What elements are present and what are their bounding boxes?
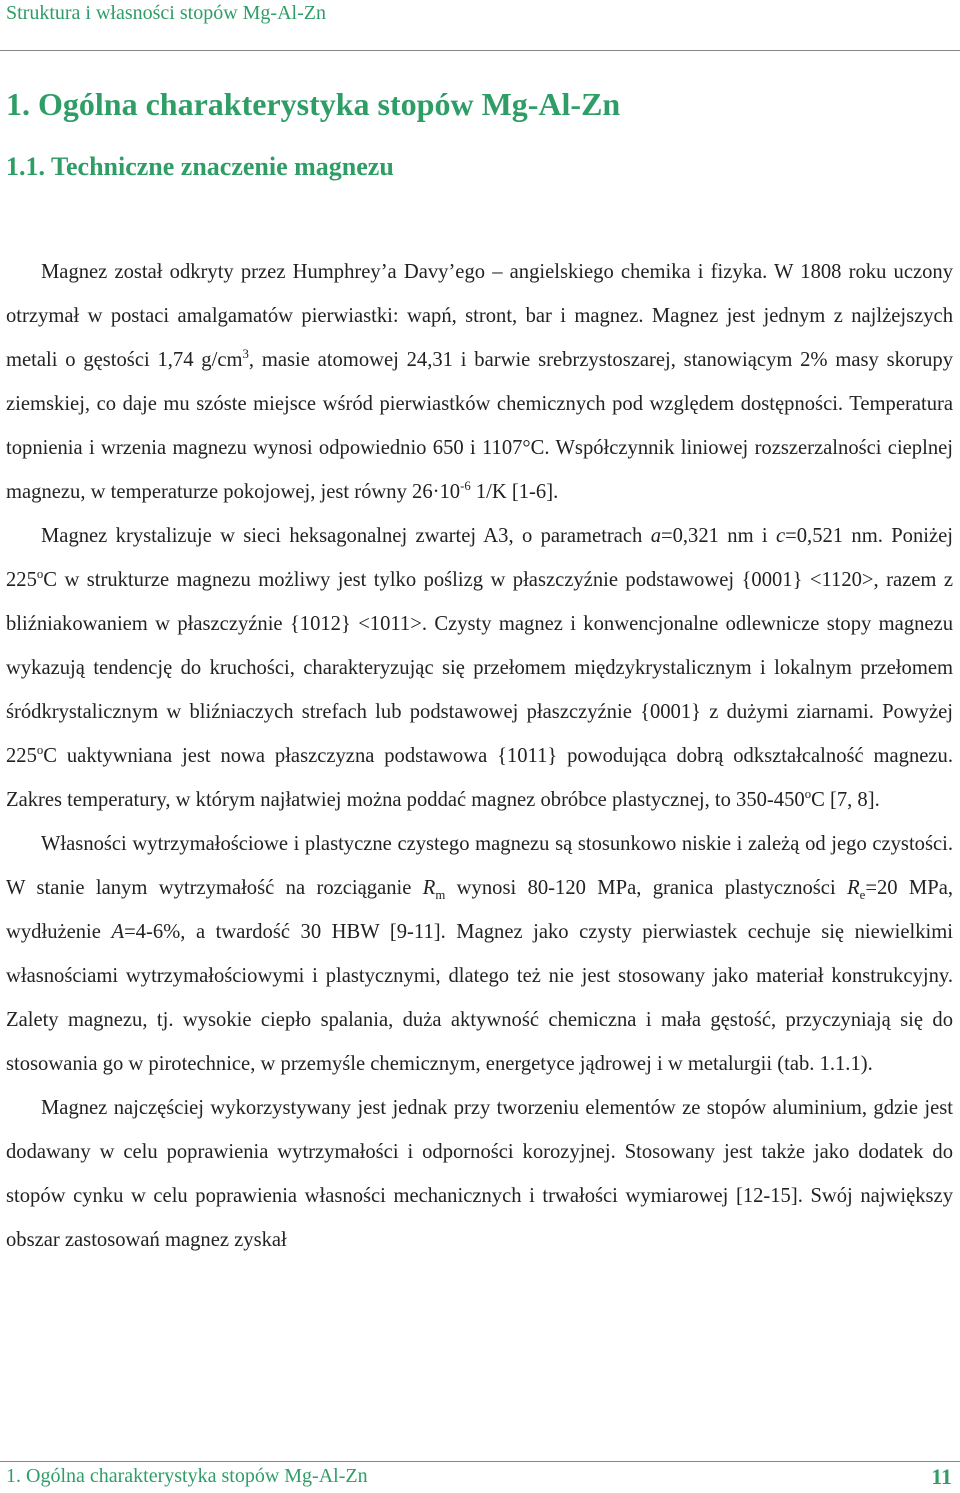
p2-text-b: =0,321 nm i <box>660 525 776 547</box>
p2-text-c: =0,521 nm. Poniżej 225 <box>6 525 954 591</box>
p2-text-f: C [7, 8]. <box>811 789 880 811</box>
p3-text-d: =4-6%, a twardość 30 HBW [9-11]. Magnez jako czysty pierwiastek cechuje się niewielkimi własnościami wytrzymałościowymi i plastycznymi, dlatego też nie jest stosowany jako materiał konstrukcyjny. Zalety magnezu, tj. wysokie ciepło spalania, duża aktywność chemiczna i mała gęstość, przyczyniają się do stosowania go w pirotechnice, w przemyśle chemicznym, energetyce jądrowej i w metalurgii (tab. 1.1.1). <box>6 921 953 1075</box>
paragraph-1 <box>6 250 953 514</box>
p2-superscript-2: o <box>36 743 44 758</box>
body-text <box>6 250 953 1262</box>
p3-subscript-e: e <box>859 888 866 903</box>
p1-text-a: Magnez został odkryty przez Humphrey’a Davy’ego – angielskiego chemika i fizyka. W 1808 roku uczony otrzymał w postaci amalgamatów pierwiastki: wapń, stront, bar i magnez. Magnez jest jednym z najlżejszych metali o gęstości 1,74 g/cm <box>6 261 953 371</box>
paragraph-3 <box>6 822 953 1086</box>
running-footer-title: 1. Ogólna charakterystyka stopów Mg-Al-Zn <box>6 1465 368 1487</box>
p3-subscript-m: m <box>435 888 446 903</box>
p1-text-c: 1/K [1-6]. <box>470 481 559 503</box>
p2-superscript-1: o <box>36 567 44 582</box>
paragraph-4 <box>6 1086 953 1262</box>
subsection-heading: 1.1. Techniczne znaczenie magnezu <box>6 152 394 181</box>
section-heading: 1. Ogólna charakterystyka stopów Mg-Al-Zn <box>6 86 621 122</box>
p3-variable-A: A <box>111 921 125 943</box>
page-number: 11 <box>931 1464 952 1489</box>
footer-divider <box>0 1461 960 1462</box>
p1-text-b: , masie atomowej 24,31 i barwie srebrzystoszarej, stanowiącym 2% masy skorupy ziemskiej, co daje mu szóste miejsce wśród pierwiastków chemicznych pod względem dostępności. Temperatura topnienia i wrzenia magnezu wynosi odpowiednio 650 i 1107°C. Współczynnik liniowej rozszerzalności cieplnej magnezu, w temperaturze pokojowej, jest równy 26·10 <box>6 349 953 503</box>
p2-variable-c: c <box>776 525 786 547</box>
p2-text-a: Magnez krystalizuje w sieci heksagonalnej zwartej A3, o parametrach <box>41 525 651 547</box>
p4-text-a: Magnez najczęściej wykorzystywany jest jednak przy tworzeniu elementów ze stopów aluminium, gdzie jest dodawany w celu poprawienia wytrzymałości i odporności korozyjnej. Stosowany jest także jako dodatek do stopów cynku w celu poprawienia własności mechanicznych i trwałości wymiarowej [12-15]. Swój największy obszar zastosowań magnez zyskał <box>6 1097 953 1251</box>
p3-text-a: Własności wytrzymałościowe i plastyczne czystego magnezu są stosunkowo niskie i zależą od jego czystości. W stanie lanym wytrzymałość na rozciąganie <box>6 833 953 899</box>
p2-text-e: C uaktywniana jest nowa płaszczyzna podstawowa {1011} powodująca dobrą odkształcalność magnezu. Zakres temperatury, w którym najłatwiej można poddać magnez obróbce plastycznej, to 350-450 <box>6 745 953 811</box>
p2-variable-a: a <box>650 525 661 547</box>
p3-text-c: =20 MPa, wydłużenie <box>6 877 953 943</box>
p2-superscript-3: o <box>804 787 812 802</box>
p3-variable-R2: R <box>847 877 860 899</box>
p1-superscript-1: 3 <box>242 347 249 362</box>
p3-text-b: wynosi 80-120 MPa, granica plastyczności <box>445 877 848 899</box>
p1-superscript-2: -6 <box>460 479 471 494</box>
running-header-title: Struktura i własności stopów Mg-Al-Zn <box>6 2 326 24</box>
paragraph-2 <box>6 514 953 822</box>
header-divider <box>0 50 960 51</box>
p2-text-d: C w strukturze magnezu możliwy jest tylko poślizg w płaszczyźnie podstawowej {0001} <1120>, razem z bliźniakowaniem w płaszczyźnie {1012} <1011>. Czysty magnez i konwencjonalne odlewnicze stopy magnezu wykazują tendencję do kruchości, charakteryzując się przełomem międzykrystalicznym i lokalnym przełomem śródkrystalicznym w bliźniaczych strefach lub podstawowej płaszczyźnie {0001} z dużymi ziarnami. Powyżej 225 <box>6 569 953 767</box>
p3-variable-R: R <box>422 877 436 899</box>
